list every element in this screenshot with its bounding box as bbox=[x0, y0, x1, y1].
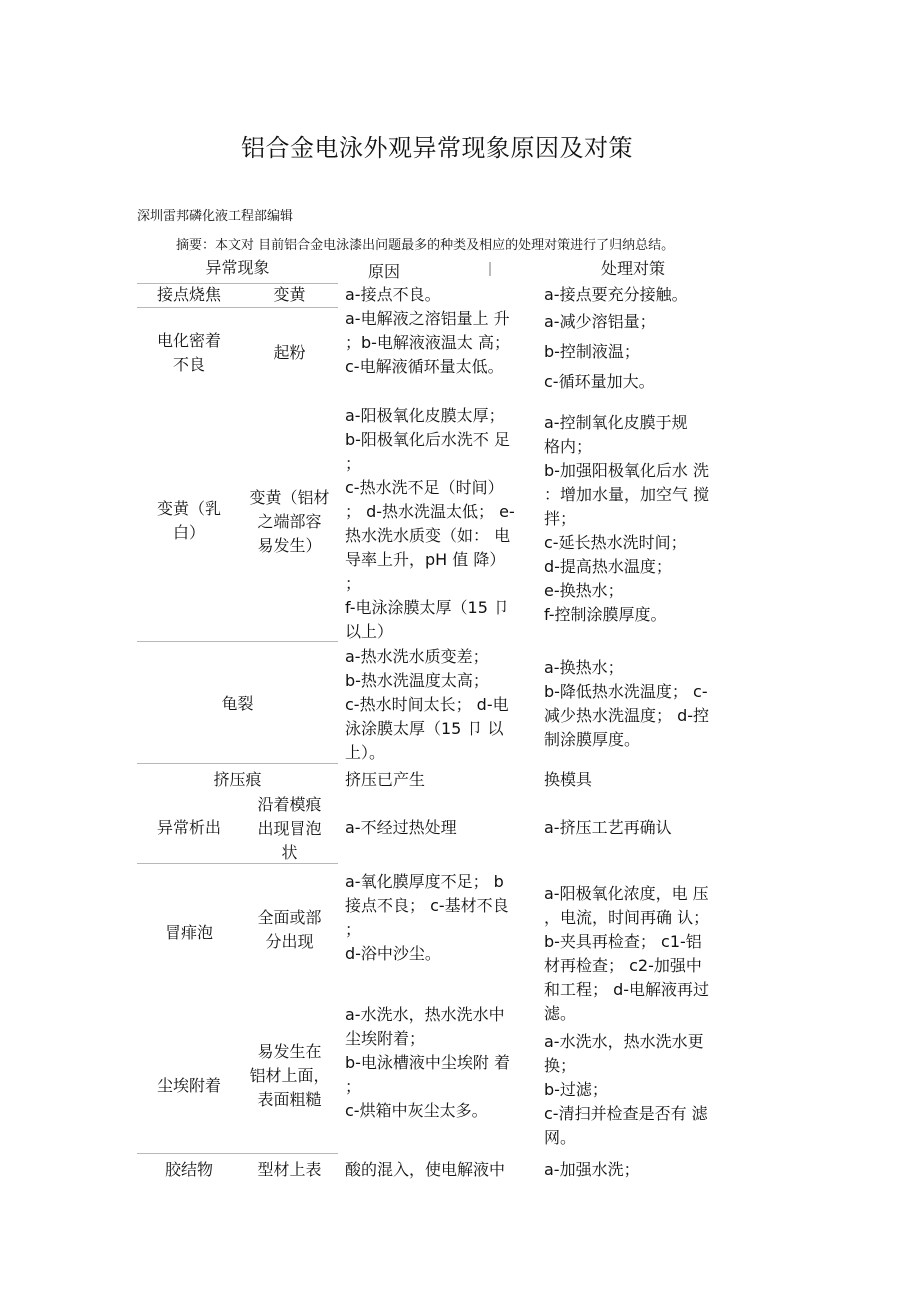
row-cause-line: c-热水洗不足（时间） bbox=[345, 478, 504, 497]
row-cause-line: ； bbox=[345, 920, 362, 939]
row-countermeasure-line: b-加强阳极氧化后水 洗 bbox=[544, 461, 710, 480]
row-countermeasure-line: ，电流，时间再确 认； bbox=[544, 908, 710, 927]
row-cause-line: 导率上升，pH 值 降） bbox=[345, 550, 506, 569]
row-detail-line: 铝材上面， bbox=[249, 1066, 330, 1085]
row-detail bbox=[241, 906, 338, 954]
row-phenomenon-line: 电化密着 bbox=[156, 331, 221, 350]
row-cause-line: ； bbox=[345, 454, 362, 473]
row-cause-line: a-热水洗水质变差； bbox=[345, 647, 489, 666]
row-cause-line: d-浴中沙尘。 bbox=[345, 944, 441, 963]
row-detail-line: 全面或部 bbox=[257, 908, 322, 927]
row-countermeasure bbox=[544, 768, 730, 792]
row-detail bbox=[241, 283, 338, 307]
row-countermeasure-line: ：增加水量，加空气 搅 bbox=[544, 485, 710, 504]
row-cause bbox=[345, 645, 527, 765]
row-countermeasure-line: c-延长热水洗时间； bbox=[544, 533, 687, 552]
row-countermeasure-line: f-控制涂膜厚度。 bbox=[544, 605, 667, 624]
row-cause-line: 上）。 bbox=[345, 743, 386, 762]
row-countermeasure-line: 拌； bbox=[544, 509, 577, 528]
row-phenomenon-line: 冒痱泡 bbox=[164, 923, 213, 942]
row-cause bbox=[345, 307, 527, 379]
row-cause-line: c-热水时间太长； d-电 bbox=[345, 695, 509, 714]
row-cause-line: c-烘箱中灰尘太多。 bbox=[345, 1101, 488, 1120]
row-phenomenon-line: 接点烧焦 bbox=[156, 285, 221, 304]
row-cause-line: ； bbox=[345, 1077, 362, 1096]
row-phenomenon bbox=[137, 329, 241, 377]
table-row-divider bbox=[137, 863, 338, 864]
row-detail-line: 变黄 bbox=[273, 285, 306, 304]
row-phenomenon-line: 白） bbox=[172, 523, 205, 542]
row-cause-line: a-不经过热处理 bbox=[345, 818, 457, 837]
row-phenomenon bbox=[137, 692, 338, 716]
row-phenomenon bbox=[137, 497, 241, 545]
row-detail bbox=[241, 1158, 338, 1182]
row-cause-line: 尘埃附着； bbox=[345, 1029, 426, 1048]
row-detail-line: 起粉 bbox=[273, 343, 306, 362]
row-countermeasure-line: 滤。 bbox=[544, 1004, 577, 1023]
row-phenomenon-line: 挤压痕 bbox=[213, 770, 262, 789]
row-countermeasure bbox=[544, 882, 730, 1026]
row-cause-line: a-水洗水，热水洗水中 bbox=[345, 1005, 505, 1024]
row-countermeasure-line: 材再检查； c2-加强中 bbox=[544, 956, 702, 975]
row-countermeasure-line: 格内； bbox=[544, 437, 593, 456]
row-countermeasure-line: d-提高热水温度； bbox=[544, 557, 672, 576]
table-row-divider bbox=[137, 763, 338, 764]
row-phenomenon-line: 尘埃附着 bbox=[156, 1076, 221, 1095]
row-detail bbox=[241, 486, 338, 558]
row-countermeasure-line: 网。 bbox=[544, 1128, 577, 1147]
row-countermeasure bbox=[544, 1030, 730, 1150]
row-detail-line: 变黄（铝材 bbox=[249, 488, 330, 507]
row-countermeasure bbox=[544, 283, 730, 307]
row-phenomenon-line: 胶结物 bbox=[164, 1160, 213, 1179]
row-cause-line: b-热水洗温度太高； bbox=[345, 671, 489, 690]
row-cause-line: ； d-热水洗温太低； e- bbox=[345, 502, 515, 521]
row-cause-line: a-阳极氧化皮膜太厚； bbox=[345, 406, 505, 425]
row-cause-line: 热水洗水质变（如： 电 bbox=[345, 526, 511, 545]
row-detail-line: 表面粗糙 bbox=[257, 1090, 322, 1109]
row-countermeasure-line: a-水洗水，热水洗水更 bbox=[544, 1032, 704, 1051]
header-cause: 原因 bbox=[368, 262, 401, 281]
row-countermeasure-line: a-阳极氧化浓度，电 压 bbox=[544, 884, 709, 903]
document-title: 铝合金电泳外观异常现象原因及对策 bbox=[241, 134, 633, 162]
row-detail bbox=[241, 793, 338, 865]
row-cause bbox=[345, 404, 527, 640]
row-phenomenon-line: 不良 bbox=[172, 355, 205, 374]
row-phenomenon bbox=[137, 921, 241, 945]
row-cause-line: a-氧化膜厚度不足； b bbox=[345, 872, 504, 891]
row-countermeasure bbox=[544, 816, 730, 840]
row-countermeasure-line: c-清扫并检查是否有 滤 bbox=[544, 1104, 708, 1123]
row-countermeasure-line: a-加强水洗； bbox=[544, 1160, 640, 1179]
row-countermeasure-line: 制涂膜厚度。 bbox=[544, 730, 641, 749]
row-cause-line: b-阳极氧化后水洗不 足 bbox=[345, 430, 511, 449]
row-cause-line: f-电泳涂膜太厚（15 卩 bbox=[345, 598, 509, 617]
row-cause bbox=[345, 283, 527, 307]
table-row-divider bbox=[137, 1153, 338, 1154]
row-cause-line: 酸的混入，使电解液中 bbox=[345, 1160, 506, 1179]
row-phenomenon bbox=[137, 283, 241, 307]
row-cause bbox=[345, 1158, 527, 1182]
row-cause bbox=[345, 870, 527, 966]
row-detail-line: 出现冒泡 bbox=[257, 819, 322, 838]
row-countermeasure-line: a-挤压工艺再确认 bbox=[544, 818, 672, 837]
row-detail-line: 易发生） bbox=[257, 536, 322, 555]
row-detail-line: 沿着模痕 bbox=[257, 795, 322, 814]
row-detail bbox=[241, 1040, 338, 1112]
row-countermeasure-line: c-循环量加大。 bbox=[544, 372, 655, 391]
row-countermeasure-line: a-接点要充分接触。 bbox=[544, 285, 688, 304]
row-cause-line: 接点不良； c-基材不良 bbox=[345, 896, 509, 915]
row-cause bbox=[345, 1003, 527, 1123]
row-countermeasure bbox=[544, 310, 730, 394]
row-countermeasure-line: 换模具 bbox=[544, 770, 593, 789]
row-phenomenon bbox=[137, 816, 241, 840]
row-cause-line: a-电解液之溶铝量上 升 bbox=[345, 309, 510, 328]
row-cause bbox=[345, 768, 527, 792]
row-phenomenon-line: 变黄（乳 bbox=[156, 499, 221, 518]
row-cause-line: 以上） bbox=[345, 622, 394, 641]
row-cause bbox=[345, 816, 527, 840]
table-row-divider bbox=[137, 641, 338, 642]
row-countermeasure-line: a-控制氧化皮膜于规 bbox=[544, 413, 688, 432]
row-countermeasure-line: a-换热水； bbox=[544, 658, 624, 677]
row-cause-line: 泳涂膜太厚（15 卩 以 bbox=[345, 719, 504, 738]
row-cause-line: ；b-电解液液温太 高； bbox=[345, 333, 511, 352]
row-cause-line: b-电泳槽液中尘埃附 着 bbox=[345, 1053, 511, 1072]
row-countermeasure-line: b-控制液温； bbox=[544, 342, 640, 361]
author-line: 深圳雷邦磷化液工程部编辑 bbox=[137, 209, 294, 224]
table-row-divider bbox=[137, 283, 338, 284]
row-countermeasure-line: b-降低热水洗温度； c- bbox=[544, 682, 708, 701]
header-phenomenon: 异常现象 bbox=[205, 258, 270, 277]
table-row-divider bbox=[137, 307, 338, 308]
row-phenomenon bbox=[137, 1158, 241, 1182]
row-cause-line: 挤压已产生 bbox=[345, 770, 426, 789]
row-countermeasure-line: e-换热水； bbox=[544, 581, 624, 600]
row-detail-line: 型材上表 bbox=[257, 1160, 322, 1179]
row-countermeasure-line: 和工程； d-电解液再过 bbox=[544, 980, 710, 999]
row-detail-line: 分出现 bbox=[265, 932, 314, 951]
row-cause-line: a-接点不良。 bbox=[345, 285, 441, 304]
row-phenomenon-line: 龟裂 bbox=[221, 694, 254, 713]
row-cause-line: ； bbox=[345, 574, 362, 593]
row-countermeasure-line: a-减少溶铝量； bbox=[544, 312, 656, 331]
header-countermeasure: 处理对策 bbox=[601, 259, 666, 278]
row-countermeasure-line: b-夹具再检查； c1-铝 bbox=[544, 932, 702, 951]
row-countermeasure bbox=[544, 656, 730, 752]
row-countermeasure bbox=[544, 411, 730, 627]
row-detail-line: 易发生在 bbox=[257, 1042, 322, 1061]
row-detail-line: 之端部容 bbox=[257, 512, 322, 531]
row-phenomenon bbox=[137, 1074, 241, 1098]
row-countermeasure-line: 减少热水洗温度； d-控 bbox=[544, 706, 710, 725]
header-divider bbox=[489, 262, 491, 276]
abstract: 摘要：本文对 目前铝合金电泳漆出问题最多的种类及相应的处理对策进行了归纳总结。 bbox=[176, 238, 675, 253]
row-phenomenon-line: 异常析出 bbox=[156, 818, 221, 837]
row-phenomenon bbox=[137, 768, 338, 792]
row-detail bbox=[241, 341, 338, 365]
row-countermeasure-line: b-过滤； bbox=[544, 1080, 608, 1099]
row-detail-line: 状 bbox=[281, 843, 298, 862]
row-countermeasure bbox=[544, 1158, 730, 1182]
row-countermeasure-line: 换； bbox=[544, 1056, 577, 1075]
row-cause-line: c-电解液循环量太低。 bbox=[345, 357, 504, 376]
